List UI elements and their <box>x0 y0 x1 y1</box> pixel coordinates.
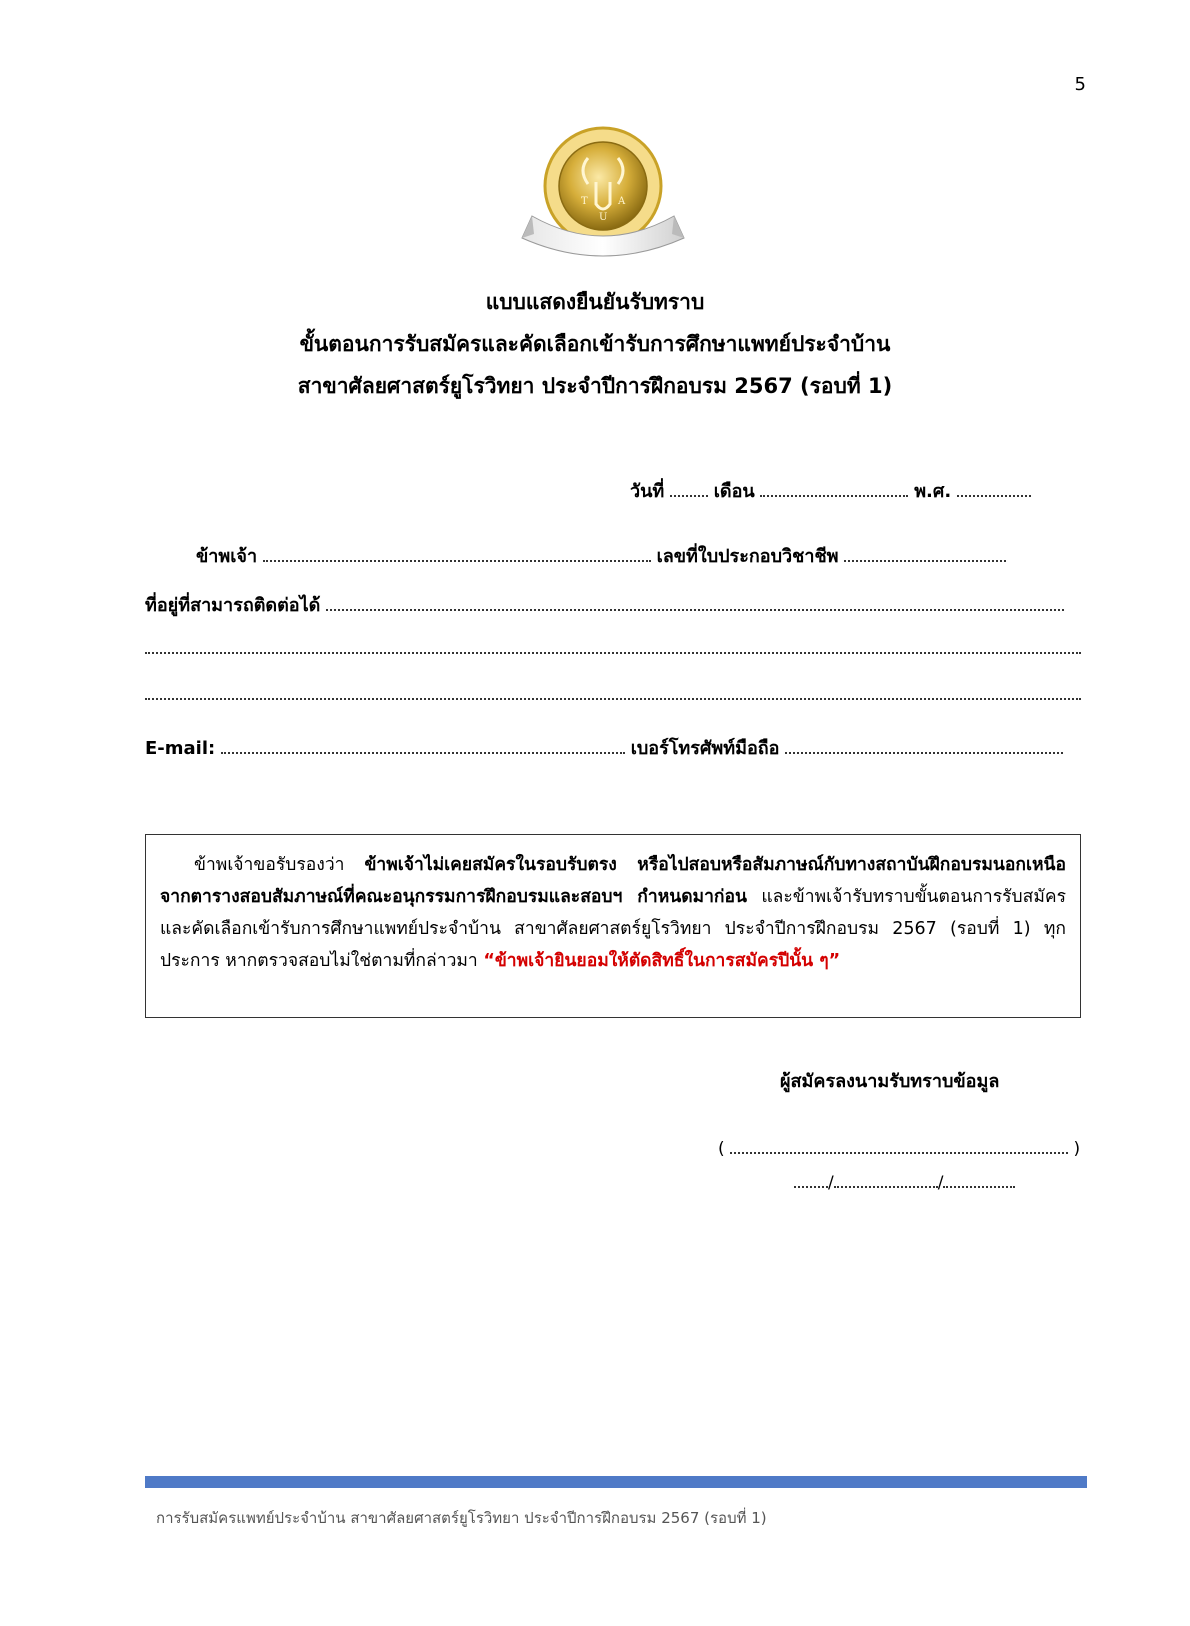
close-paren: ) <box>1073 1139 1081 1159</box>
name-row <box>196 541 1006 570</box>
address-row-2 <box>145 638 1081 659</box>
date-slash-1: / <box>828 1173 834 1193</box>
email-field[interactable] <box>221 738 625 754</box>
month-field[interactable] <box>760 481 908 497</box>
notice-part-3: และข้าพเจ้ารับทราบขั้นตอนการรับสมัครและคัดเลือกเข้ารับการศึกษาแพทย์ประจำบ้าน สาขาศัลยศาสตร์ยูโรวิทยา ประจำปีการฝึกอบรม 2567 (รอบที่ 1) ทุกประการ หากตรวจสอบไม่ใช่ตามที่กล่าวมา <box>160 887 1066 971</box>
phone-label: เบอร์โทรศัพท์มือถือ <box>630 738 780 759</box>
license-field[interactable] <box>844 546 1006 562</box>
year-field[interactable] <box>957 481 1031 497</box>
signature-day-field[interactable] <box>794 1172 828 1188</box>
logo-letter-a: A <box>618 196 626 207</box>
address-row-3 <box>145 684 1081 705</box>
thai-urological-association-logo <box>518 120 688 260</box>
certification-notice-text <box>160 849 1066 977</box>
page-number: 5 <box>1074 74 1086 95</box>
name-label: ข้าพเจ้า <box>196 546 258 567</box>
day-label: วันที่ <box>630 481 665 502</box>
title-line-2: ขั้นตอนการรับสมัครและคัดเลือกเข้ารับการศึกษาแพทย์ประจำบ้าน <box>299 332 891 356</box>
notice-part-4-red: “ข้าพเจ้ายินยอมให้ตัดสิทธิ์ในการสมัครปีนั้น ๆ” <box>483 951 841 971</box>
open-paren: ( <box>718 1139 725 1159</box>
year-label: พ.ศ. <box>914 481 952 502</box>
signature-name-field[interactable] <box>730 1138 1068 1154</box>
signature-month-field[interactable] <box>834 1172 938 1188</box>
license-label: เลขที่ใบประกอบวิชาชีพ <box>656 546 839 567</box>
date-row <box>630 476 1031 505</box>
contact-row <box>145 733 1063 762</box>
logo-letter-t: T <box>581 196 588 207</box>
address-field-line-1[interactable] <box>326 595 1064 611</box>
notice-part-2-bold: ข้าพเจ้าไม่เคยสมัครในรอบรับตรง หรือไปสอบหรือสัมภาษณ์กับทางสถาบันฝึกอบรมนอกเหนือจากตารางสอบสัมภาษณ์ที่คณะอนุกรรมการฝึกอบรมและสอบฯ กำหนดมาก่อน <box>160 855 1066 907</box>
address-field-line-2[interactable] <box>145 638 1081 654</box>
date-slash-2: / <box>937 1173 944 1193</box>
footer-bar <box>145 1476 1087 1488</box>
email-label: E-mail: <box>145 738 216 759</box>
title-line-3: สาขาศัลยศาสตร์ยูโรวิทยา ประจำปีการฝึกอบรม 2567 (รอบที่ 1) <box>297 374 893 398</box>
phone-field[interactable] <box>785 738 1063 754</box>
name-field[interactable] <box>263 546 651 562</box>
title-line-1: แบบแสดงยืนยันรับทราบ <box>485 290 705 314</box>
day-field[interactable] <box>670 481 708 497</box>
address-label: ที่อยู่ที่สามารถติดต่อได้ <box>145 595 321 616</box>
signature-name-row <box>718 1138 1080 1159</box>
footer-text: การรับสมัครแพทย์ประจำบ้าน สาขาศัลยศาสตร์ยูโรวิทยา ประจำปีการฝึกอบรม 2567 (รอบที่ 1) <box>156 1509 767 1527</box>
address-row <box>145 590 1064 619</box>
address-field-line-3[interactable] <box>145 684 1081 700</box>
signature-label: ผู้สมัครลงนามรับทราบข้อมูล <box>780 1071 1000 1092</box>
certification-notice-box <box>145 834 1081 1018</box>
logo-letter-u: U <box>599 212 608 223</box>
notice-part-1: ข้าพเจ้าขอรับรองว่า <box>194 855 365 875</box>
signature-date-row <box>794 1172 1015 1193</box>
month-label: เดือน <box>713 481 755 502</box>
signature-year-field[interactable] <box>943 1172 1015 1188</box>
